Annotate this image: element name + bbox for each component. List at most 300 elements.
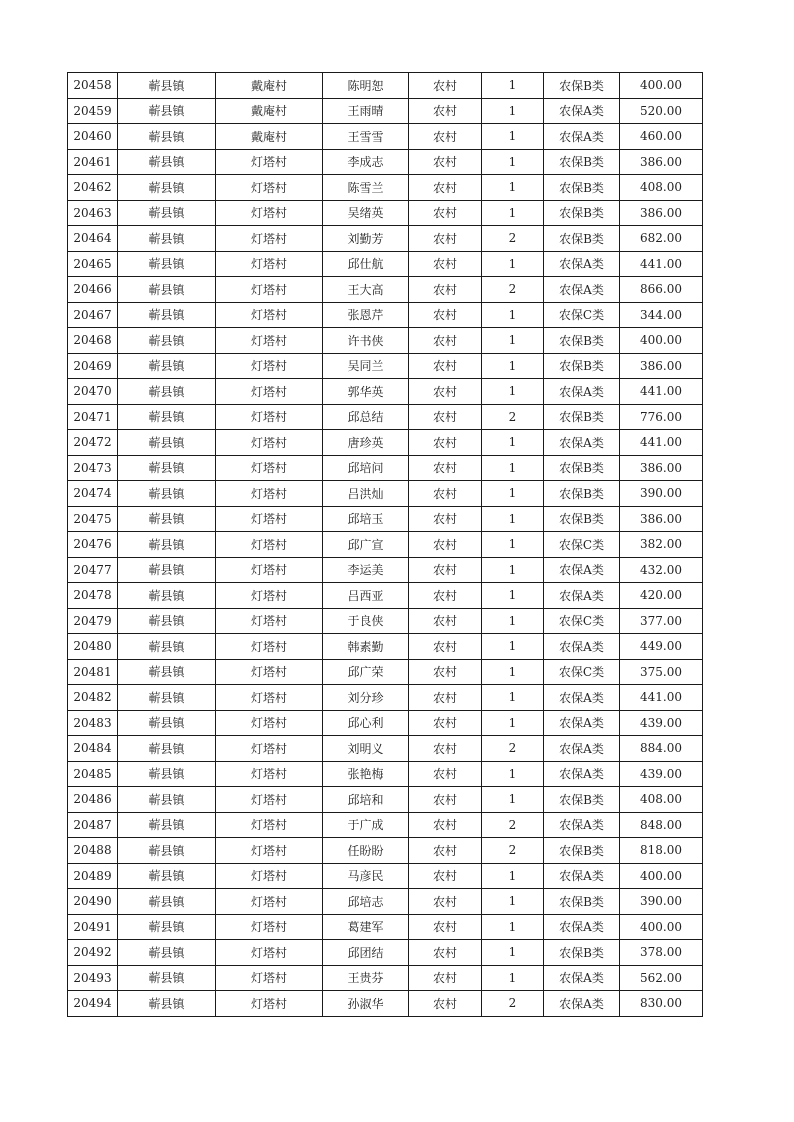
- cell-household-size: 1: [482, 175, 544, 201]
- cell-household-type: 农村: [409, 787, 482, 813]
- cell-village: 灯塔村: [216, 787, 323, 813]
- cell-record-id: 20472: [68, 430, 118, 456]
- cell-household-type: 农村: [409, 200, 482, 226]
- cell-town: 蕲县镇: [118, 659, 216, 685]
- table-row: [68, 685, 703, 711]
- table-row: [68, 557, 703, 583]
- cell-name: 刘明义: [323, 736, 409, 762]
- cell-household-size: 1: [482, 481, 544, 507]
- cell-village: 灯塔村: [216, 277, 323, 303]
- table-row: [68, 200, 703, 226]
- cell-household-size: 2: [482, 277, 544, 303]
- cell-village: 灯塔村: [216, 328, 323, 354]
- cell-town: 蕲县镇: [118, 608, 216, 634]
- cell-amount: 386.00: [620, 149, 703, 175]
- cell-household-type: 农村: [409, 175, 482, 201]
- cell-village: 戴庵村: [216, 73, 323, 99]
- cell-household-type: 农村: [409, 710, 482, 736]
- cell-village: 灯塔村: [216, 634, 323, 660]
- cell-town: 蕲县镇: [118, 710, 216, 736]
- cell-record-id: 20484: [68, 736, 118, 762]
- cell-household-size: 2: [482, 404, 544, 430]
- cell-name: 邱心利: [323, 710, 409, 736]
- cell-household-size: 1: [482, 98, 544, 124]
- cell-name: 李运美: [323, 557, 409, 583]
- cell-town: 蕲县镇: [118, 175, 216, 201]
- cell-record-id: 20491: [68, 914, 118, 940]
- table-row: [68, 583, 703, 609]
- cell-household-type: 农村: [409, 608, 482, 634]
- cell-record-id: 20490: [68, 889, 118, 915]
- cell-household-type: 农村: [409, 481, 482, 507]
- table-row: [68, 73, 703, 99]
- cell-name: 马彦民: [323, 863, 409, 889]
- table-row: [68, 787, 703, 813]
- cell-insurance-category: 农保A类: [544, 98, 620, 124]
- cell-record-id: 20467: [68, 302, 118, 328]
- table-body: [68, 73, 703, 1017]
- cell-name: 李成志: [323, 149, 409, 175]
- cell-village: 灯塔村: [216, 557, 323, 583]
- cell-household-size: 1: [482, 608, 544, 634]
- cell-amount: 441.00: [620, 379, 703, 405]
- cell-household-size: 1: [482, 302, 544, 328]
- cell-record-id: 20463: [68, 200, 118, 226]
- table-row: [68, 251, 703, 277]
- cell-name: 邱总结: [323, 404, 409, 430]
- assistance-roster-table: [67, 72, 703, 1017]
- cell-village: 灯塔村: [216, 404, 323, 430]
- cell-insurance-category: 农保B类: [544, 149, 620, 175]
- cell-household-type: 农村: [409, 73, 482, 99]
- cell-household-type: 农村: [409, 251, 482, 277]
- cell-record-id: 20475: [68, 506, 118, 532]
- cell-insurance-category: 农保B类: [544, 404, 620, 430]
- cell-amount: 441.00: [620, 251, 703, 277]
- cell-household-type: 农村: [409, 914, 482, 940]
- cell-amount: 449.00: [620, 634, 703, 660]
- cell-amount: 400.00: [620, 863, 703, 889]
- cell-amount: 390.00: [620, 481, 703, 507]
- cell-insurance-category: 农保A类: [544, 991, 620, 1017]
- cell-name: 于广成: [323, 812, 409, 838]
- cell-record-id: 20489: [68, 863, 118, 889]
- cell-name: 王贵芬: [323, 965, 409, 991]
- cell-insurance-category: 农保B类: [544, 940, 620, 966]
- cell-amount: 400.00: [620, 73, 703, 99]
- cell-name: 孙淑华: [323, 991, 409, 1017]
- table-row: [68, 710, 703, 736]
- cell-household-type: 农村: [409, 455, 482, 481]
- cell-household-size: 1: [482, 200, 544, 226]
- table-row: [68, 991, 703, 1017]
- cell-household-type: 农村: [409, 557, 482, 583]
- cell-record-id: 20474: [68, 481, 118, 507]
- table-row: [68, 889, 703, 915]
- cell-village: 灯塔村: [216, 379, 323, 405]
- table-row: [68, 940, 703, 966]
- cell-record-id: 20459: [68, 98, 118, 124]
- table-row: [68, 838, 703, 864]
- cell-town: 蕲县镇: [118, 787, 216, 813]
- cell-household-size: 1: [482, 761, 544, 787]
- table-row: [68, 455, 703, 481]
- cell-insurance-category: 农保A类: [544, 761, 620, 787]
- cell-town: 蕲县镇: [118, 226, 216, 252]
- cell-village: 灯塔村: [216, 506, 323, 532]
- table-row: [68, 353, 703, 379]
- cell-insurance-category: 农保A类: [544, 124, 620, 150]
- cell-record-id: 20488: [68, 838, 118, 864]
- cell-town: 蕲县镇: [118, 557, 216, 583]
- cell-household-type: 农村: [409, 98, 482, 124]
- cell-household-size: 1: [482, 353, 544, 379]
- cell-record-id: 20478: [68, 583, 118, 609]
- cell-record-id: 20480: [68, 634, 118, 660]
- table-row: [68, 481, 703, 507]
- cell-record-id: 20465: [68, 251, 118, 277]
- cell-insurance-category: 农保A类: [544, 914, 620, 940]
- cell-name: 邱培志: [323, 889, 409, 915]
- cell-household-type: 农村: [409, 226, 482, 252]
- cell-amount: 818.00: [620, 838, 703, 864]
- cell-record-id: 20473: [68, 455, 118, 481]
- cell-village: 灯塔村: [216, 430, 323, 456]
- table-row: [68, 532, 703, 558]
- cell-amount: 400.00: [620, 914, 703, 940]
- cell-insurance-category: 农保A类: [544, 277, 620, 303]
- table-row: [68, 404, 703, 430]
- cell-name: 邱团结: [323, 940, 409, 966]
- cell-household-type: 农村: [409, 328, 482, 354]
- cell-name: 王大高: [323, 277, 409, 303]
- cell-insurance-category: 农保B类: [544, 455, 620, 481]
- table-row: [68, 965, 703, 991]
- cell-town: 蕲县镇: [118, 736, 216, 762]
- cell-insurance-category: 农保B类: [544, 481, 620, 507]
- cell-amount: 866.00: [620, 277, 703, 303]
- cell-household-type: 农村: [409, 379, 482, 405]
- cell-insurance-category: 农保B类: [544, 226, 620, 252]
- cell-town: 蕲县镇: [118, 353, 216, 379]
- cell-town: 蕲县镇: [118, 149, 216, 175]
- cell-town: 蕲县镇: [118, 761, 216, 787]
- cell-insurance-category: 农保A类: [544, 379, 620, 405]
- cell-household-type: 农村: [409, 940, 482, 966]
- table-row: [68, 608, 703, 634]
- cell-name: 邱仕航: [323, 251, 409, 277]
- cell-amount: 390.00: [620, 889, 703, 915]
- cell-insurance-category: 农保A类: [544, 812, 620, 838]
- cell-amount: 884.00: [620, 736, 703, 762]
- cell-name: 吕西亚: [323, 583, 409, 609]
- cell-household-type: 农村: [409, 430, 482, 456]
- cell-record-id: 20471: [68, 404, 118, 430]
- cell-village: 灯塔村: [216, 914, 323, 940]
- cell-record-id: 20481: [68, 659, 118, 685]
- cell-town: 蕲县镇: [118, 914, 216, 940]
- cell-name: 邱广荣: [323, 659, 409, 685]
- cell-amount: 439.00: [620, 710, 703, 736]
- cell-household-size: 1: [482, 328, 544, 354]
- cell-household-size: 2: [482, 812, 544, 838]
- cell-name: 唐珍英: [323, 430, 409, 456]
- cell-village: 灯塔村: [216, 149, 323, 175]
- cell-amount: 378.00: [620, 940, 703, 966]
- cell-household-size: 1: [482, 863, 544, 889]
- cell-record-id: 20477: [68, 557, 118, 583]
- cell-name: 郭华英: [323, 379, 409, 405]
- table-row: [68, 914, 703, 940]
- cell-village: 灯塔村: [216, 302, 323, 328]
- cell-town: 蕲县镇: [118, 379, 216, 405]
- cell-village: 灯塔村: [216, 685, 323, 711]
- cell-town: 蕲县镇: [118, 506, 216, 532]
- cell-record-id: 20476: [68, 532, 118, 558]
- cell-village: 灯塔村: [216, 659, 323, 685]
- cell-insurance-category: 农保B类: [544, 353, 620, 379]
- cell-insurance-category: 农保A类: [544, 251, 620, 277]
- cell-insurance-category: 农保A类: [544, 430, 620, 456]
- cell-village: 灯塔村: [216, 761, 323, 787]
- cell-name: 邱培和: [323, 787, 409, 813]
- cell-household-size: 1: [482, 455, 544, 481]
- cell-household-type: 农村: [409, 532, 482, 558]
- cell-name: 任盼盼: [323, 838, 409, 864]
- cell-household-size: 1: [482, 557, 544, 583]
- cell-amount: 382.00: [620, 532, 703, 558]
- cell-insurance-category: 农保A类: [544, 634, 620, 660]
- cell-household-type: 农村: [409, 761, 482, 787]
- cell-amount: 375.00: [620, 659, 703, 685]
- cell-record-id: 20493: [68, 965, 118, 991]
- cell-village: 灯塔村: [216, 455, 323, 481]
- cell-name: 吴同兰: [323, 353, 409, 379]
- cell-record-id: 20483: [68, 710, 118, 736]
- cell-insurance-category: 农保C类: [544, 659, 620, 685]
- cell-insurance-category: 农保A类: [544, 863, 620, 889]
- cell-amount: 682.00: [620, 226, 703, 252]
- cell-town: 蕲县镇: [118, 532, 216, 558]
- cell-record-id: 20492: [68, 940, 118, 966]
- cell-record-id: 20485: [68, 761, 118, 787]
- cell-household-type: 农村: [409, 812, 482, 838]
- cell-village: 灯塔村: [216, 991, 323, 1017]
- cell-amount: 408.00: [620, 787, 703, 813]
- cell-village: 灯塔村: [216, 608, 323, 634]
- cell-town: 蕲县镇: [118, 302, 216, 328]
- cell-household-size: 1: [482, 506, 544, 532]
- table-row: [68, 506, 703, 532]
- cell-name: 王雨晴: [323, 98, 409, 124]
- cell-town: 蕲县镇: [118, 98, 216, 124]
- cell-town: 蕲县镇: [118, 991, 216, 1017]
- cell-town: 蕲县镇: [118, 685, 216, 711]
- cell-amount: 408.00: [620, 175, 703, 201]
- cell-town: 蕲县镇: [118, 889, 216, 915]
- cell-village: 灯塔村: [216, 353, 323, 379]
- cell-amount: 432.00: [620, 557, 703, 583]
- table-row: [68, 277, 703, 303]
- cell-amount: 386.00: [620, 200, 703, 226]
- cell-insurance-category: 农保A类: [544, 557, 620, 583]
- cell-village: 灯塔村: [216, 940, 323, 966]
- cell-name: 吴绪英: [323, 200, 409, 226]
- table-row: [68, 659, 703, 685]
- cell-town: 蕲县镇: [118, 251, 216, 277]
- cell-household-type: 农村: [409, 277, 482, 303]
- cell-name: 于良侠: [323, 608, 409, 634]
- cell-amount: 562.00: [620, 965, 703, 991]
- cell-amount: 400.00: [620, 328, 703, 354]
- cell-village: 灯塔村: [216, 226, 323, 252]
- cell-household-type: 农村: [409, 353, 482, 379]
- cell-village: 灯塔村: [216, 965, 323, 991]
- cell-household-size: 1: [482, 583, 544, 609]
- cell-name: 邱广宣: [323, 532, 409, 558]
- table-row: [68, 302, 703, 328]
- cell-household-type: 农村: [409, 583, 482, 609]
- cell-insurance-category: 农保B类: [544, 175, 620, 201]
- cell-record-id: 20479: [68, 608, 118, 634]
- cell-household-type: 农村: [409, 302, 482, 328]
- cell-household-size: 1: [482, 710, 544, 736]
- cell-town: 蕲县镇: [118, 812, 216, 838]
- cell-household-size: 1: [482, 379, 544, 405]
- cell-insurance-category: 农保C类: [544, 532, 620, 558]
- cell-name: 王雪雪: [323, 124, 409, 150]
- cell-insurance-category: 农保B类: [544, 889, 620, 915]
- cell-village: 灯塔村: [216, 838, 323, 864]
- cell-household-type: 农村: [409, 863, 482, 889]
- cell-insurance-category: 农保A类: [544, 736, 620, 762]
- cell-town: 蕲县镇: [118, 404, 216, 430]
- cell-insurance-category: 农保A类: [544, 583, 620, 609]
- table-row: [68, 149, 703, 175]
- cell-town: 蕲县镇: [118, 940, 216, 966]
- cell-household-type: 农村: [409, 838, 482, 864]
- cell-insurance-category: 农保C类: [544, 608, 620, 634]
- cell-household-size: 1: [482, 659, 544, 685]
- cell-name: 吕洪灿: [323, 481, 409, 507]
- cell-record-id: 20494: [68, 991, 118, 1017]
- cell-amount: 439.00: [620, 761, 703, 787]
- cell-record-id: 20461: [68, 149, 118, 175]
- cell-amount: 386.00: [620, 353, 703, 379]
- table-row: [68, 328, 703, 354]
- cell-insurance-category: 农保A类: [544, 685, 620, 711]
- cell-name: 葛建军: [323, 914, 409, 940]
- cell-household-size: 1: [482, 965, 544, 991]
- cell-household-type: 农村: [409, 634, 482, 660]
- cell-household-type: 农村: [409, 124, 482, 150]
- cell-name: 许书侠: [323, 328, 409, 354]
- cell-household-size: 1: [482, 685, 544, 711]
- cell-record-id: 20470: [68, 379, 118, 405]
- table-row: [68, 124, 703, 150]
- cell-insurance-category: 农保B类: [544, 838, 620, 864]
- cell-town: 蕲县镇: [118, 583, 216, 609]
- cell-town: 蕲县镇: [118, 863, 216, 889]
- cell-village: 戴庵村: [216, 98, 323, 124]
- cell-household-size: 1: [482, 430, 544, 456]
- cell-village: 灯塔村: [216, 200, 323, 226]
- table-row: [68, 98, 703, 124]
- cell-insurance-category: 农保A类: [544, 710, 620, 736]
- cell-name: 刘勤芳: [323, 226, 409, 252]
- cell-record-id: 20464: [68, 226, 118, 252]
- cell-household-type: 农村: [409, 889, 482, 915]
- cell-village: 灯塔村: [216, 863, 323, 889]
- cell-amount: 386.00: [620, 506, 703, 532]
- cell-household-type: 农村: [409, 149, 482, 175]
- cell-amount: 830.00: [620, 991, 703, 1017]
- cell-household-type: 农村: [409, 736, 482, 762]
- cell-town: 蕲县镇: [118, 328, 216, 354]
- cell-insurance-category: 农保B类: [544, 73, 620, 99]
- cell-name: 陈雪兰: [323, 175, 409, 201]
- cell-record-id: 20466: [68, 277, 118, 303]
- cell-village: 灯塔村: [216, 889, 323, 915]
- cell-household-size: 2: [482, 991, 544, 1017]
- cell-amount: 344.00: [620, 302, 703, 328]
- cell-village: 灯塔村: [216, 175, 323, 201]
- cell-household-size: 1: [482, 532, 544, 558]
- cell-insurance-category: 农保C类: [544, 302, 620, 328]
- cell-village: 灯塔村: [216, 481, 323, 507]
- cell-insurance-category: 农保B类: [544, 200, 620, 226]
- table-row: [68, 430, 703, 456]
- table-row: [68, 226, 703, 252]
- cell-insurance-category: 农保B类: [544, 506, 620, 532]
- cell-name: 邱培问: [323, 455, 409, 481]
- cell-name: 张恩芹: [323, 302, 409, 328]
- cell-household-size: 1: [482, 73, 544, 99]
- table-row: [68, 175, 703, 201]
- cell-name: 韩素勤: [323, 634, 409, 660]
- table-row: [68, 379, 703, 405]
- cell-name: 陈明恕: [323, 73, 409, 99]
- cell-village: 灯塔村: [216, 710, 323, 736]
- cell-village: 灯塔村: [216, 812, 323, 838]
- cell-insurance-category: 农保A类: [544, 965, 620, 991]
- table-row: [68, 863, 703, 889]
- cell-town: 蕲县镇: [118, 277, 216, 303]
- cell-amount: 420.00: [620, 583, 703, 609]
- cell-household-type: 农村: [409, 991, 482, 1017]
- cell-record-id: 20458: [68, 73, 118, 99]
- cell-record-id: 20469: [68, 353, 118, 379]
- table-row: [68, 634, 703, 660]
- cell-town: 蕲县镇: [118, 455, 216, 481]
- cell-name: 张艳梅: [323, 761, 409, 787]
- table-row: [68, 761, 703, 787]
- cell-insurance-category: 农保B类: [544, 787, 620, 813]
- cell-town: 蕲县镇: [118, 73, 216, 99]
- cell-village: 戴庵村: [216, 124, 323, 150]
- cell-household-size: 1: [482, 889, 544, 915]
- cell-insurance-category: 农保B类: [544, 328, 620, 354]
- cell-record-id: 20486: [68, 787, 118, 813]
- cell-record-id: 20482: [68, 685, 118, 711]
- cell-town: 蕲县镇: [118, 200, 216, 226]
- table-row: [68, 736, 703, 762]
- cell-town: 蕲县镇: [118, 838, 216, 864]
- cell-village: 灯塔村: [216, 251, 323, 277]
- cell-amount: 441.00: [620, 685, 703, 711]
- cell-record-id: 20460: [68, 124, 118, 150]
- cell-household-size: 2: [482, 736, 544, 762]
